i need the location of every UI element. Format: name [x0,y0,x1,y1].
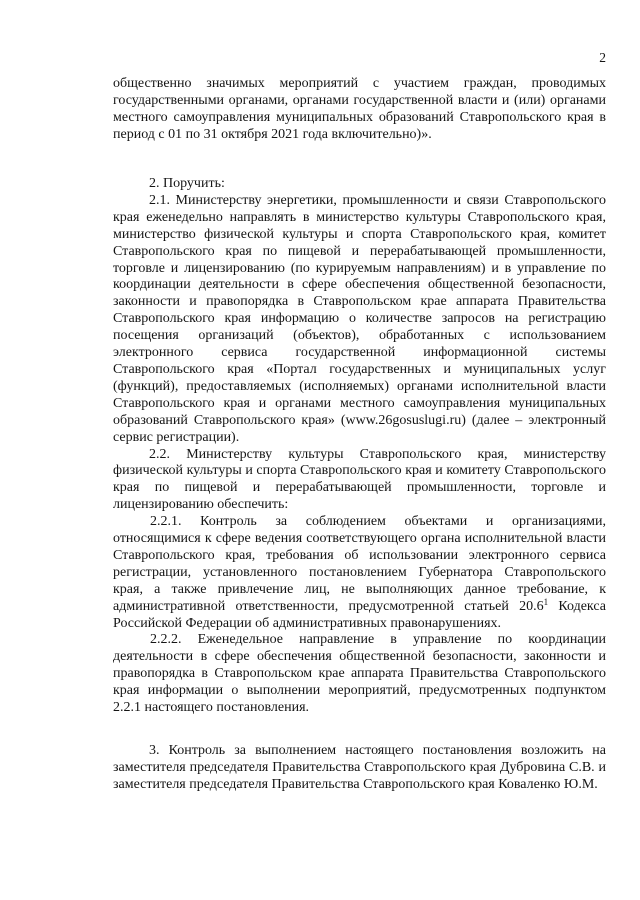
paragraph-2-2-1-tail: Кодекса Российской Федерации об административных правонарушениях. [113,598,606,631]
continuation-block [113,76,606,144]
paragraph-2-2-1-text: 2.2.1. Контроль за соблюдением объектами и организациями, относящимися к сфере ведения соответствующего органа исполнительной власти Ставропольского края, требования об использовании электронного сервиса регистрации, установленного постановлением Губернатора Ставропольского края, а также привлечение лиц, не выполняющих данное требование, к административной ответственности, предусмотренной статьей 20.6 [113,514,606,614]
page-number: 2 [599,50,606,65]
section-2-heading: 2. Поручить: [149,176,225,191]
paragraph-2-2: 2.2. Министерству культуры Ставропольского края, министерству физической культуры и спорта Ставропольского края и комитету Ставропольского края по пищевой и перерабатывающей промышленности, торговле и лицензированию обеспечить: [113,446,606,513]
article-superscript: 1 [543,596,549,607]
paragraph-3: 3. Контроль за выполнением настоящего постановления возложить на заместителя председателя Правительства Ставропольского края Дубровина С.В. и заместителя председателя Правительства Ставропольского края Коваленко Ю.М. [113,743,606,792]
continuation-paragraph: общественно значимых мероприятий с участием граждан, проводимых государственными органами, органами государственной власти и (или) органами местного самоуправления муниципальных образований Ставропольского края в период с 01 по 31 октября 2021 года включительно)». [113,76,606,142]
paragraph-2-2-2: 2.2.2. Еженедельное направление в управление по координации деятельности в сфере обеспечения общественной безопасности, законности и правопорядка в Ставропольском крае аппарата Правительства Ставропольского края информации о выполнении мероприятий, предусмотренных подпунктом 2.2.1 настоящего постановления. [113,632,606,716]
paragraph-2-2-1 [113,514,606,632]
section-2-block [113,176,606,717]
paragraph-2-1: 2.1. Министерству энергетики, промышленности и связи Ставропольского края еженедельно направлять в министерство культуры Ставропольского края, министерство физической культуры и спорта Ставропольского края, комитет Ставропольского края по пищевой и перерабатывающей промышленности, торговле и лицензированию (по курируемым направлениям) и в управление по координации деятельности в сфере обеспечения общественной безопасности, законности и правопорядка в Ставропольском крае аппарата Правительства Ставропольского края информацию о количестве запросов на регистрацию посещения организаций (объектов), обработанных с использованием электронного сервиса государственной информационной системы Ставропольского края «Портал государственных и муниципальных услуг (функций), предоставляемых (исполняемых) органами исполнительной власти Ставропольского края и органами местного самоуправления муниципальных образований Ставропольского края» (www.26gosuslugi.ru) (далее – электронный сервис регистрации). [113,192,606,445]
section-3-block [113,743,606,794]
